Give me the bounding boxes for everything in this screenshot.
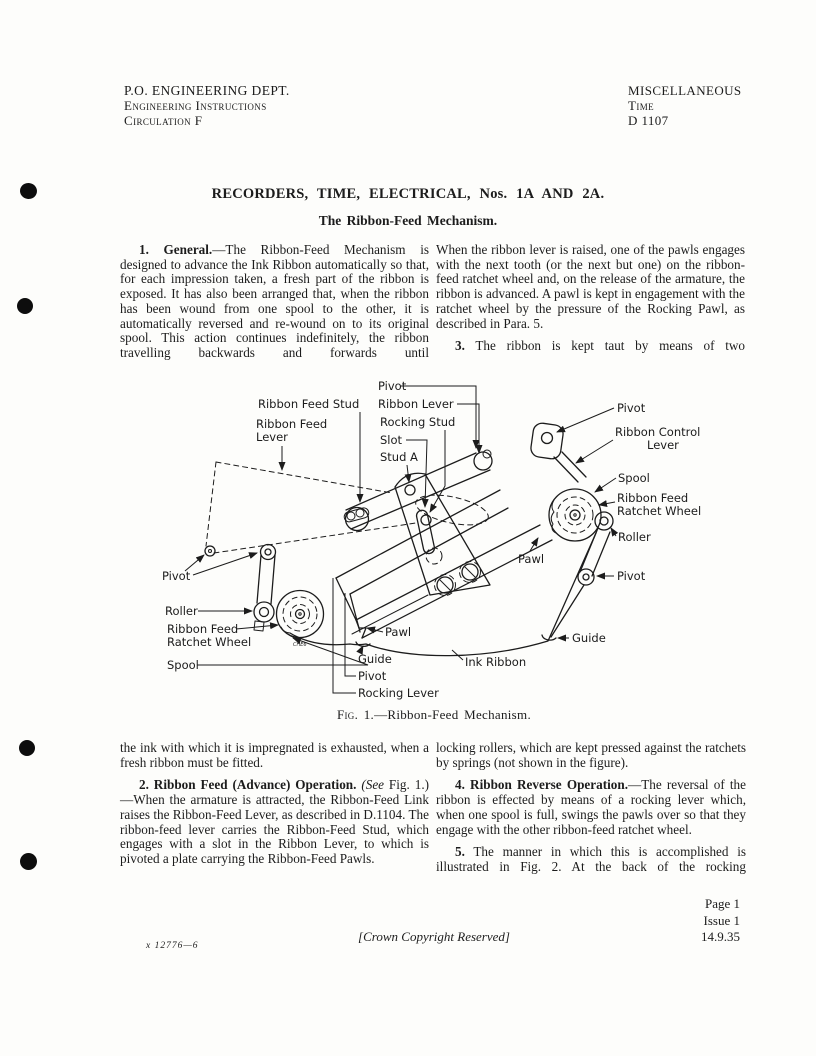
circulation-line: Circulation F <box>124 113 203 128</box>
paragraph-4-body: —The reversal of the ribbon is effected by means of a rocking lever which, when one spool is full, swings the pawls over so that they engage with the other ribbon-feed ratchet wheel. <box>436 777 746 837</box>
paragraph-1 <box>120 243 429 361</box>
ribbon-control-lever-part <box>530 422 586 482</box>
left-link-assembly <box>254 545 276 632</box>
page-title: RECORDERS, TIME, ELECTRICAL, Nos. 1A AND 2A. <box>211 186 605 202</box>
paragraph-3-continuation: locking rollers, which are kept pressed against the ratchets by springs (not shown in the figure). <box>436 740 746 770</box>
paragraph-5-body: The manner in which this is accomplished is illustrated in Fig. 2. At the back of the rocking <box>436 844 746 874</box>
diagram-label-pawl-right: Pawl <box>518 552 545 566</box>
document-number: D 1107 <box>628 113 669 128</box>
diagram-label-stud-a: Stud A <box>380 450 418 464</box>
diagram-label-slot: Slot <box>380 433 403 447</box>
paragraph-3-lead: 3. <box>455 338 465 354</box>
diagram-label-pivot-top: Pivot <box>378 380 407 393</box>
copyright-notice: [Crown Copyright Reserved] <box>358 929 510 944</box>
leader-line-rocking-stud <box>430 430 445 512</box>
figure-1-diagram <box>140 380 732 706</box>
diagram-label-ribbon-feed-ratchet-wheel-left: Ribbon Feed Ratchet Wheel <box>167 622 252 649</box>
leader-line-ribbon-feed-ratchet-wheel-right <box>599 502 615 505</box>
paragraph-4-lead: 4. Ribbon Reverse Operation. <box>455 777 628 793</box>
paragraph-2-continuation: When the ribbon lever is raised, one of the pawls engages with the next tooth (or the next but one) on the ribbon-feed ratchet wheel and, on the release of the armature, the ribbon is advanced. A pawl is kept in engagement with the ratchet wheel by the pressure of the Rocking Pawl, as described in Para. 5. <box>436 242 745 331</box>
paragraph-2-lead: 2. Ribbon Feed (Advance) Operation. <box>139 777 362 793</box>
paragraph-1-continuation: the ink with which it is impregnated is exhausted, when a fresh ribbon must be fitted. <box>120 740 429 770</box>
paragraph-4 <box>436 778 746 837</box>
spool-stamp: CHE6 <box>293 642 307 648</box>
paragraph-2 <box>120 778 429 866</box>
diagram-label-pivot-top-right: Pivot <box>617 401 646 415</box>
figure-caption <box>120 707 748 723</box>
left-spool-ratchet-wheel <box>277 591 324 638</box>
binder-hole <box>19 740 35 756</box>
page-number: Page 1 <box>704 896 740 911</box>
figure-caption-number: Fig. 1. <box>336 707 375 722</box>
right-column-bottom <box>436 741 746 875</box>
right-link-assembly <box>551 528 610 637</box>
paragraph-3 <box>436 339 745 354</box>
diagram-label-rocking-stud: Rocking Stud <box>380 415 456 429</box>
diagram-label-spool-right: Spool <box>618 471 650 485</box>
paragraph-1-lead: 1. General. <box>139 242 213 257</box>
ink-ribbon-path <box>290 533 596 656</box>
diagram-label-ribbon-feed-stud: Ribbon Feed Stud <box>258 397 360 411</box>
diagram-label-rocking-lever: Rocking Lever <box>358 686 439 700</box>
diagram-label-pivot-right: Pivot <box>617 569 646 583</box>
left-column-top <box>120 243 429 361</box>
subject-line: Time <box>628 98 655 113</box>
right-column-top <box>436 243 745 354</box>
diagram-label-roller-left: Roller <box>165 604 198 618</box>
print-code: x 12776—6 <box>146 941 199 951</box>
figure-caption-text: —Ribbon-Feed Mechanism. <box>374 707 531 722</box>
header-left <box>124 83 290 128</box>
diagram-label-ribbon-feed-lever: Ribbon Feed Lever <box>256 417 328 444</box>
diagram-label-guide-right: Guide <box>572 631 606 645</box>
department-line: P.O. ENGINEERING DEPT. <box>124 83 290 98</box>
diagram-label-ink-ribbon: Ink Ribbon <box>465 655 527 669</box>
paragraph-5-lead: 5. <box>455 844 465 860</box>
instructions-line: Engineering Instructions <box>124 98 267 113</box>
diagram-label-spool-left: Spool <box>167 658 199 672</box>
diagram-label-ribbon-control-lever: Ribbon Control Lever <box>615 425 701 452</box>
category-line: MISCELLANEOUS <box>628 83 742 98</box>
right-spool-ratchet-wheel <box>549 489 613 541</box>
diagram-label-ribbon-lever: Ribbon Lever <box>378 397 454 411</box>
paragraph-5 <box>436 845 746 874</box>
issue-number: Issue 1 <box>703 912 740 928</box>
paragraph-2-body: Fig. 1.)—When the armature is attracted, the Ribbon-Feed Link raises the Ribbon-Feed Lever, as described in D.1104. The ribbon-feed lever carries the Ribbon-Feed Stud, which engages with a slot in the Ribbon Lever, to which is pivoted a plate carrying the Ribbon-Feed Pawls. <box>120 777 430 866</box>
diagram-label-guide-center: Guide <box>358 652 392 666</box>
leader-line-ribbon-control-lever <box>576 440 613 463</box>
diagram-label-roller-right: Roller <box>618 530 651 544</box>
leader-line-ribbon-feed-ratchet-wheel-left <box>236 625 278 629</box>
leader-line-pivot-left <box>185 555 204 571</box>
issue-date: 14.9.35 <box>701 929 740 944</box>
leader-line-spool-right <box>595 478 616 492</box>
paragraph-2-see-ref: (See <box>361 777 385 793</box>
header-right <box>628 83 742 128</box>
leader-line-pivot-top-right <box>557 408 614 432</box>
left-column-bottom <box>120 741 429 867</box>
diagram-label-ribbon-feed-ratchet-wheel-right: Ribbon Feed Ratchet Wheel <box>617 491 702 518</box>
diagram-label-pivot-left: Pivot <box>162 569 191 583</box>
binder-hole <box>17 298 33 314</box>
binder-hole <box>20 853 37 870</box>
leader-line-stud-a <box>407 465 409 482</box>
page-subtitle: The Ribbon-Feed Mechanism. <box>318 213 498 228</box>
paragraph-1-body: —The Ribbon-Feed Mechanism is designed to advance the Ink Ribbon automatically so that, for each impression taken, a fresh part of the ribbon is exposed. It has also been arranged that, when the ribbon has been wound from one spool to the other, it is automatically reversed and re-wound on to its original spool. This action continues indefinitely, the ribbon travelling backwards and forwards until <box>120 242 429 360</box>
paragraph-3-body: The ribbon is kept taut by means of two <box>464 338 745 354</box>
leader-line-roller-right <box>611 528 616 536</box>
diagram-label-pivot-center: Pivot <box>358 669 387 683</box>
leader-line-pivot-center <box>345 593 356 676</box>
diagram-label-pawl-center: Pawl <box>385 625 412 639</box>
